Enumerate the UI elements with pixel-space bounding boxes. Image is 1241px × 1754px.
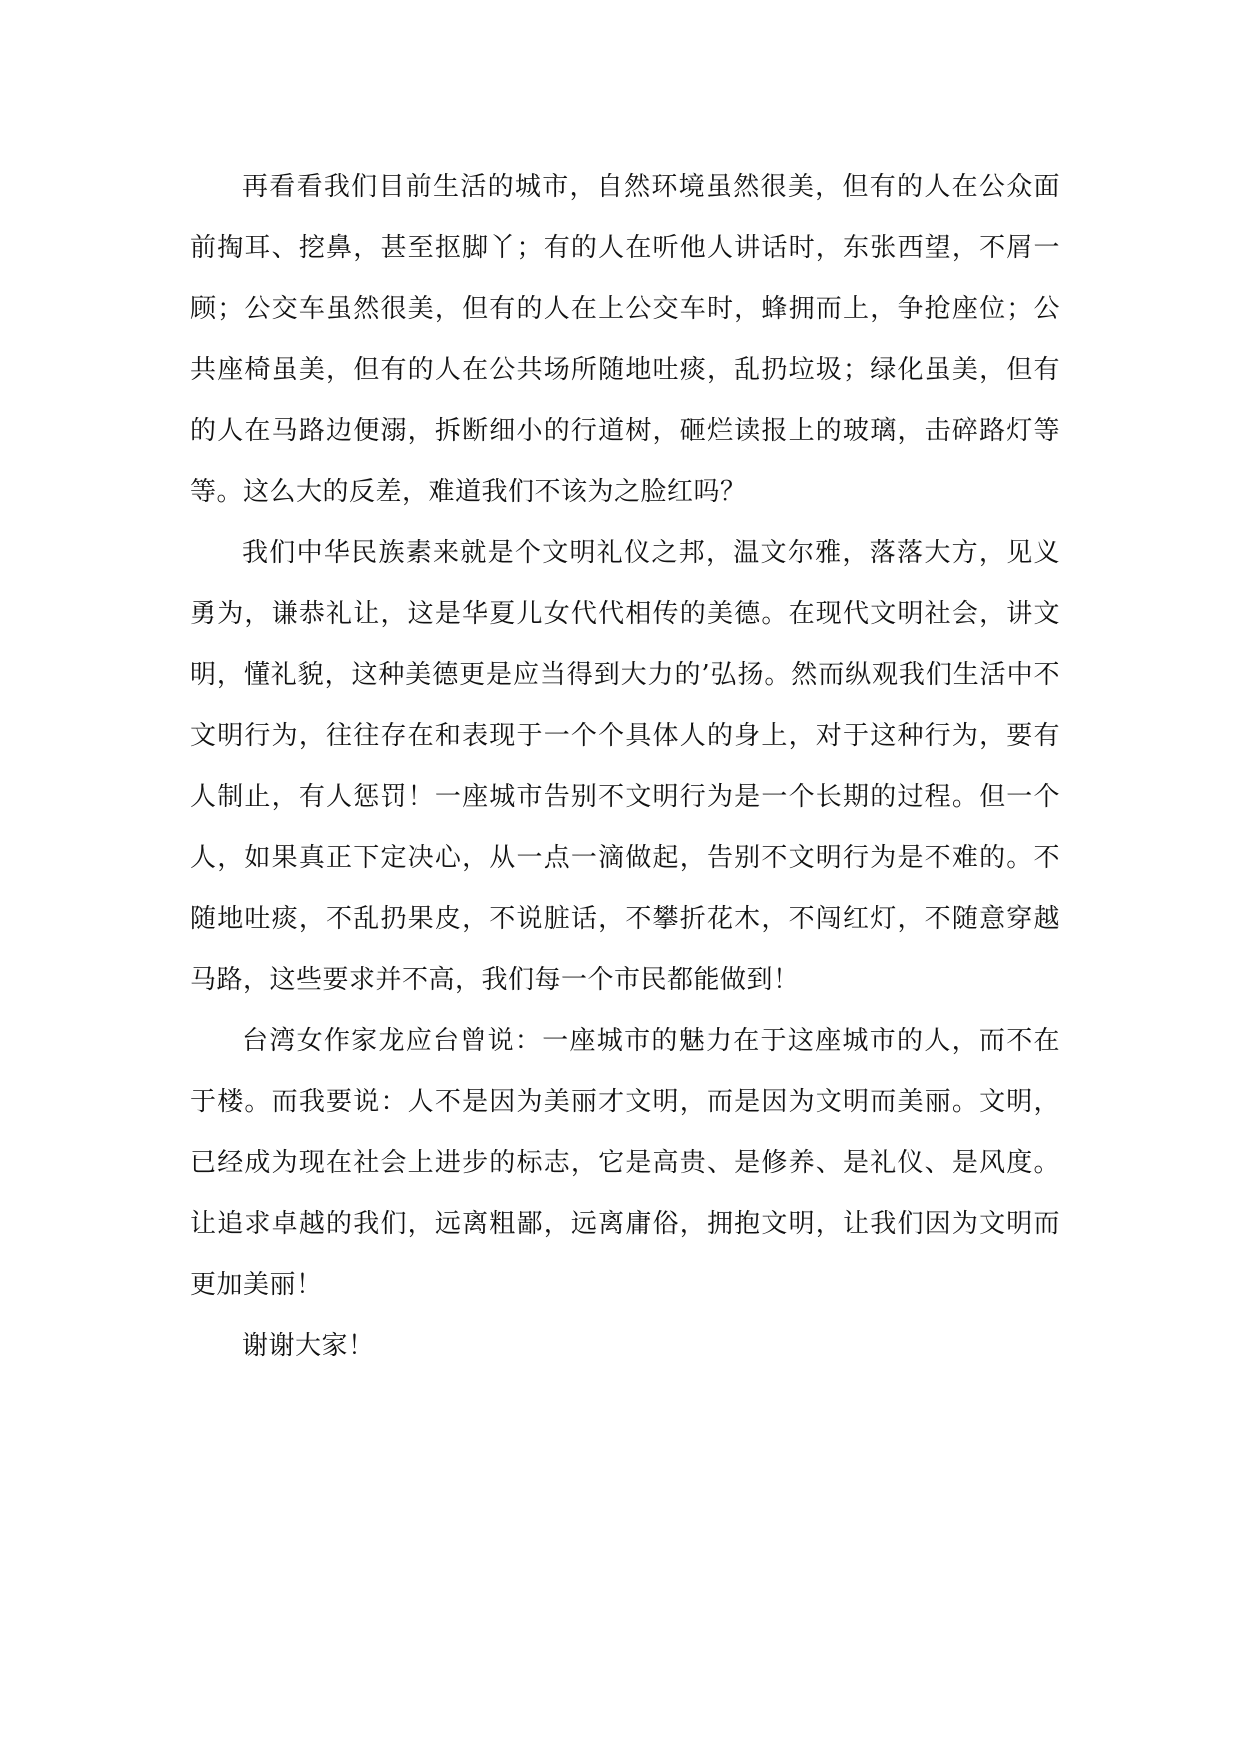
paragraph-2: 我们中华民族素来就是个文明礼仪之邦，温文尔雅，落落大方，见义勇为，谦恭礼让，这是华夏儿女代代相传的美德。在现代文明社会，讲文明，懂礼貌，这种美德更是应当得到大力的’弘扬。然而纵观我们生活中不文明行为，往往存在和表现于一个个具体人的身上，对于这种行为，要有人制止，有人惩罚！一座城市告别不文明行为是一个长期的过程。但一个人，如果真正下定决心，从一点一滴做起，告别不文明行为是不难的。不随地吐痰，不乱扔果皮，不说脏话，不攀折花木，不闯红灯，不随意穿越马路，这些要求并不高，我们每一个市民都能做到！ <box>190 538 1060 995</box>
paragraph-3: 台湾女作家龙应台曾说：一座城市的魅力在于这座城市的人，而不在于楼。而我要说：人不是因为美丽才文明，而是因为文明而美丽。文明，已经成为现在社会上进步的标志，它是高贵、是修养、是礼仪、是风度。让追求卓越的我们，远离粗鄙，远离庸俗，拥抱文明，让我们因为文明而更加美丽！ <box>190 1026 1060 1300</box>
paragraph-4: 谢谢大家！ <box>242 1331 375 1361</box>
document-body <box>190 157 1060 1377</box>
paragraph-1: 再看看我们目前生活的城市，自然环境虽然很美，但有的人在公众面前掏耳、挖鼻，甚至抠脚丫；有的人在听他人讲话时，东张西望，不屑一顾；公交车虽然很美，但有的人在上公交车时，蜂拥而上，争抢座位；公共座椅虽美，但有的人在公共场所随地吐痰，乱扔垃圾；绿化虽美，但有的人在马路边便溺，拆断细小的行道树，砸烂读报上的玻璃，击碎路灯等等。这么大的反差，难道我们不该为之脸红吗？ <box>190 172 1060 507</box>
